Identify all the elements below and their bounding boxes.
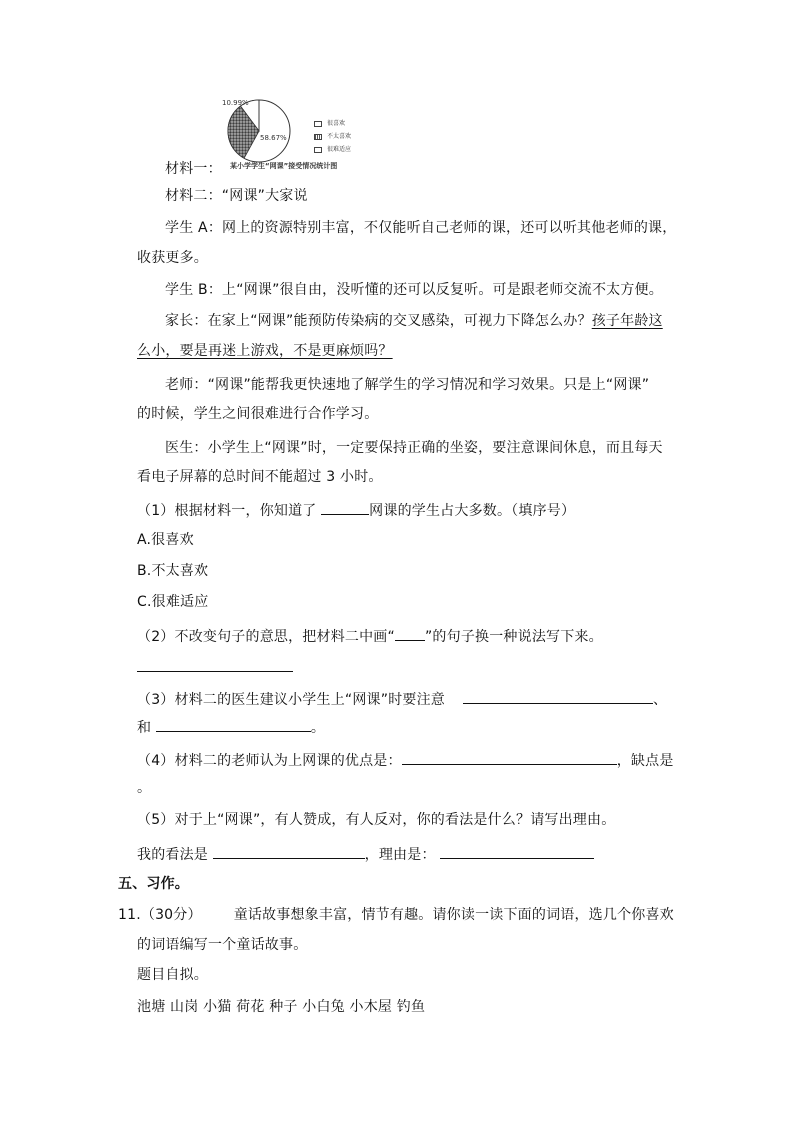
student-a-line2: 收获更多。 <box>137 250 208 266</box>
teacher-line2: 的时候，学生之间很难进行合作学习。 <box>137 406 379 422</box>
parent-line1: 家长：在家上“网课”能预防传染病的交叉感染，可视力下降怎么办？孩子年龄这 <box>165 313 663 329</box>
section-heading: 五、习作。 <box>118 876 189 892</box>
question-2: （2）不改变句子的意思，把材料二中画“ ”的句子换一种说法写下来。 <box>137 626 603 645</box>
question-5-answer: 我的看法是 ，理由是： <box>137 844 594 863</box>
student-b: 学生 B：上“网课”很自由，没听懂的还可以反复听。可是跟老师交流不太方便。 <box>165 282 663 298</box>
legend-item-like: 很喜欢 <box>314 117 351 130</box>
pie-label-like: 58.67% <box>260 134 287 142</box>
answer-blank-opinion[interactable] <box>213 844 365 859</box>
question-11-line3: 题目自拟。 <box>137 967 208 983</box>
doctor-line2: 看电子屏幕的总时间不能超过 3 小时。 <box>137 469 383 485</box>
answer-blank-q1[interactable] <box>321 500 369 515</box>
material1-label: 材料一： <box>165 161 222 177</box>
question-5: （5）对于上“网课”，有人赞成，有人反对，你的看法是什么？请写出理由。 <box>137 812 616 828</box>
answer-blank-q2[interactable] <box>137 671 293 672</box>
pie-chart <box>222 97 362 175</box>
question-4-line1: （4）材料二的老师认为上网课的优点是： ，缺点是 <box>137 750 674 769</box>
answer-blank-q3-2[interactable] <box>156 717 311 732</box>
legend-item-hard: 很难适应 <box>314 143 351 156</box>
answer-blank-q4[interactable] <box>402 750 617 765</box>
question-1: （1）根据材料一，你知道了 网课的学生占大多数。（填序号） <box>137 500 575 519</box>
student-a-line1: 学生 A：网上的资源特别丰富，不仅能听自己老师的课，还可以听其他老师的课， <box>165 220 677 236</box>
underline-sample <box>395 626 425 641</box>
legend-swatch-icon <box>314 121 322 127</box>
underlined-sentence-part2: 么小，要是再迷上游戏，不是更麻烦吗？ <box>137 343 393 359</box>
chart-caption: 某小学学生“网课”接受情况统计图 <box>230 162 338 170</box>
teacher-line1: 老师：“网课”能帮我更快速地了解学生的学习情况和学习效果。只是上“网课” <box>165 377 650 393</box>
question-11-line1: 11.（30分） 童话故事想象丰富，情节有趣。请你读一读下面的词语，选几个你喜欢 <box>118 907 674 923</box>
legend-swatch-icon <box>314 134 322 140</box>
question-4-line2: 。 <box>137 780 152 796</box>
question-3-line1: （3）材料二的医生建议小学生上“网课”时要注意 、 <box>137 689 667 708</box>
legend-swatch-icon <box>314 147 322 153</box>
option-c: C.很难适应 <box>137 594 209 610</box>
underlined-sentence-part1: 孩子年龄这 <box>591 313 663 329</box>
pie-label-hard: 10.99% <box>222 99 249 107</box>
word-list: 池塘 山岗 小猫 荷花 种子 小白兔 小木屋 钓鱼 <box>137 999 426 1015</box>
answer-blank-q3-1[interactable] <box>463 689 653 704</box>
option-b: B.不太喜欢 <box>137 563 209 579</box>
option-a: A.很喜欢 <box>137 532 194 548</box>
question-3-line2: 和 。 <box>137 717 325 736</box>
legend-item-dislike: 不太喜欢 <box>314 130 351 143</box>
pie-chart-graphic <box>222 97 302 167</box>
doctor-line1: 医生：小学生上“网课”时，一定要保持正确的坐姿，要注意课间休息，而且每天 <box>165 440 663 456</box>
answer-blank-reason[interactable] <box>440 844 594 859</box>
question-11-line2: 的词语编写一个童话故事。 <box>137 937 308 953</box>
material2-label: 材料二：“网课”大家说 <box>165 188 308 204</box>
chart-legend <box>314 117 351 156</box>
